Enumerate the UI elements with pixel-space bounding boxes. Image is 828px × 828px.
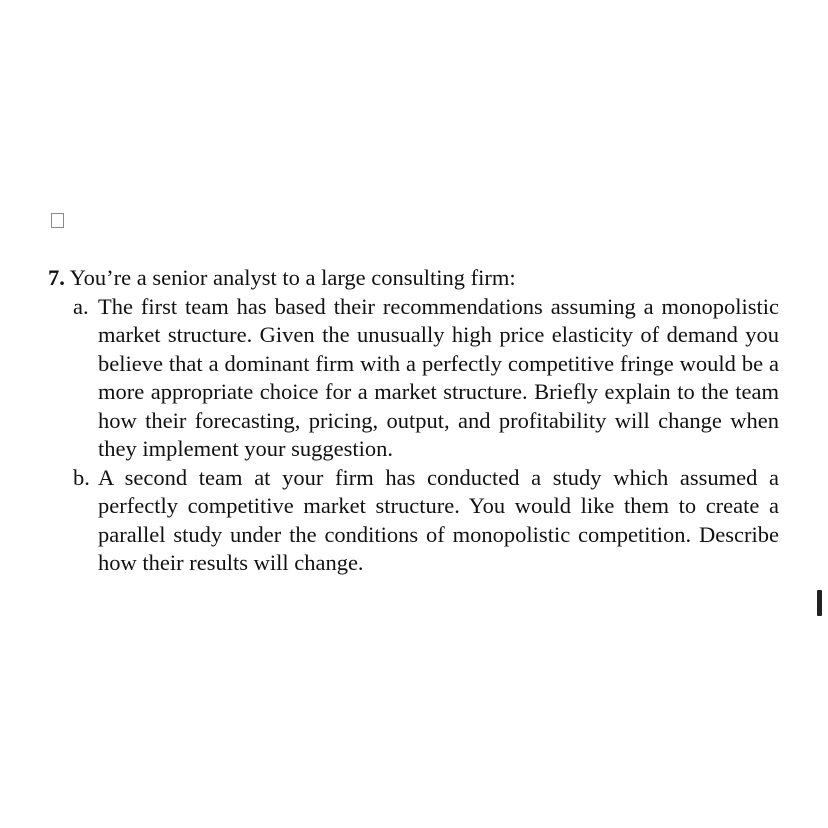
part-b-label: b. — [73, 464, 90, 490]
part-a — [48, 293, 783, 464]
part-a-text: The first team has based their recommendations assuming a monopolistic market structure. Given the unusually high price elasticity of demand you believe that a dominant firm with a perfectly competitive fringe would be a more appropriate choice for a market structure. Briefly explain to the team how their forecasting, pricing, output, and profitability will change when they implement your suggestion. — [98, 293, 779, 461]
question-7 — [48, 264, 783, 578]
empty-checkbox[interactable] — [51, 213, 64, 228]
part-b-text: A second team at your firm has conducted a study which assumed a perfectly competitive market structure. You would like them to create a parallel study under the conditions of monopolistic competition. Describe how their results will change. — [98, 464, 779, 575]
question-prompt: You’re a senior analyst to a large consulting firm: — [69, 265, 516, 290]
question-number: 7. — [48, 265, 65, 290]
scrollbar-handle[interactable] — [817, 590, 822, 616]
part-b — [48, 464, 783, 578]
question-header — [48, 264, 783, 293]
part-a-label: a. — [73, 293, 89, 319]
